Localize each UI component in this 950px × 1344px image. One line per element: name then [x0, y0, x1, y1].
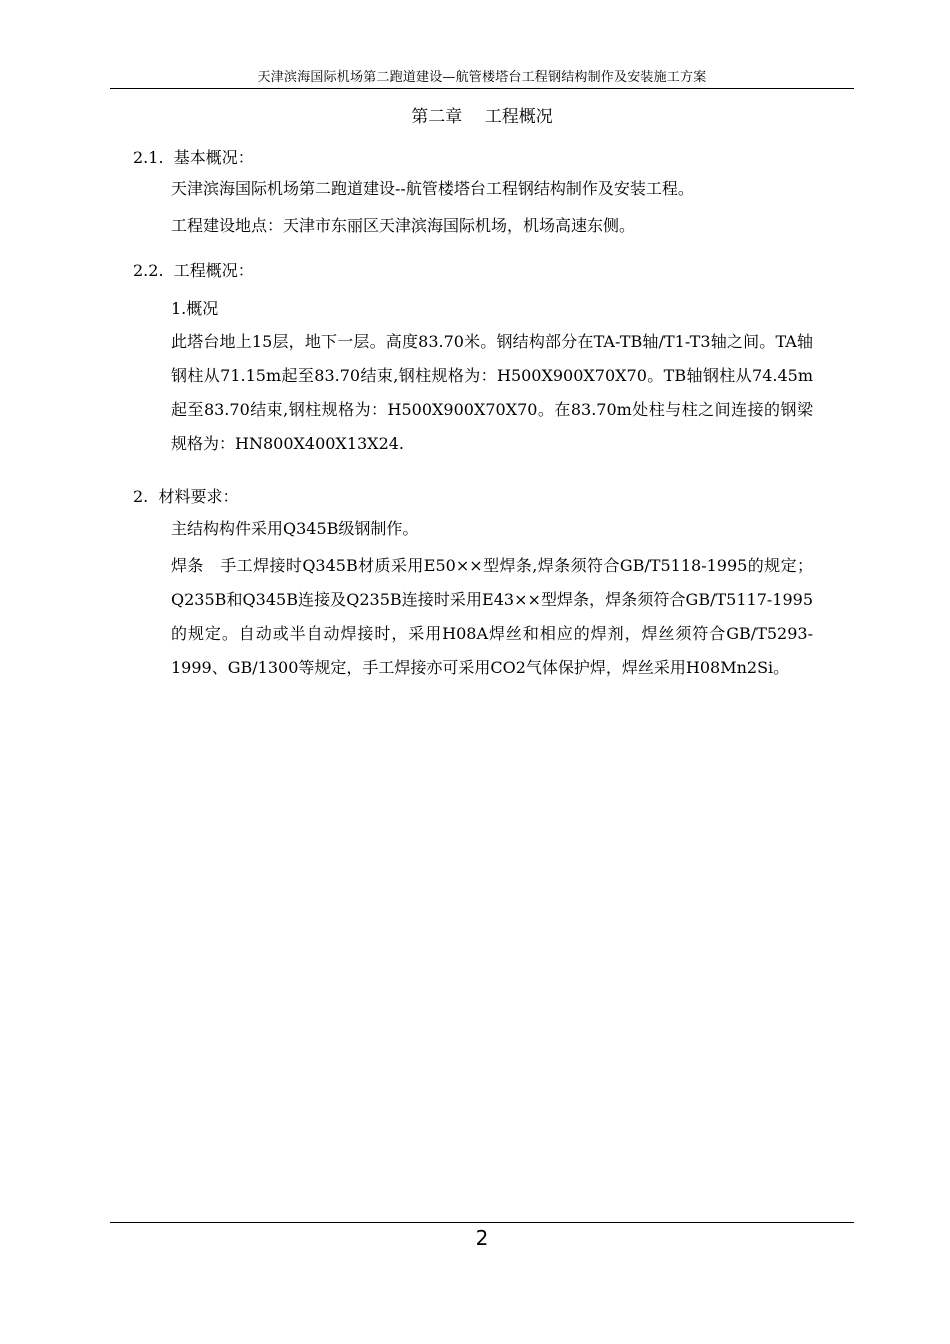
project-name-paragraph: 天津滨海国际机场第二跑道建设--航管楼塔台工程钢结构制作及安装工程。 — [171, 179, 694, 198]
page-number: 2 — [475, 1226, 489, 1250]
footer-rule — [110, 1222, 854, 1223]
welding-materials-text: 焊条 手工焊接时Q345B材质采用E50××型焊条,焊条须符合GB/T5118-1995的规定； Q235B和Q345B连接及Q235B连接时采用E43××型焊条，焊条须符合GB/T5117-1995的规定。自动或半自动焊接时，采用H08A焊丝和相应的焊剂，焊丝须符合GB/T5293-1999、GB/1300等规定，手工焊接亦可采用CO2气体保护焊，焊丝采用H08Mn2Si。 — [171, 556, 813, 677]
overview-body-paragraph — [133, 325, 813, 461]
section-heading-basic-overview: 2.1. 基本概况： — [133, 148, 254, 167]
chapter-title: 第二章 工程概况 — [411, 107, 553, 127]
overview-body-text: 此塔台地上15层，地下一层。高度83.70米。钢结构部分在TA-TB轴/T1-T3轴之间。TA轴钢柱从71.15m起至83.70结束,钢柱规格为：H500X900X70X70。TB轴钢柱从74.45m起至83.70结束,钢柱规格为：H500X900X70X70。在83.70m处柱与柱之间连接的钢梁规格为：HN800X400X13X24. — [171, 332, 813, 453]
subsection-overview-label: 1.概况 — [171, 299, 219, 318]
welding-materials-paragraph — [133, 549, 813, 685]
header-rule — [110, 88, 854, 89]
section-heading-materials: 2. 材料要求： — [133, 487, 239, 506]
project-location-paragraph: 工程建设地点：天津市东丽区天津滨海国际机场，机场高速东侧。 — [171, 216, 636, 235]
section-heading-project-overview: 2.2. 工程概况： — [133, 261, 254, 280]
materials-steel-paragraph: 主结构构件采用Q345B级钢制作。 — [171, 519, 419, 538]
page-header: 天津滨海国际机场第二跑道建设—航管楼塔台工程钢结构制作及安装施工方案 — [257, 70, 707, 85]
